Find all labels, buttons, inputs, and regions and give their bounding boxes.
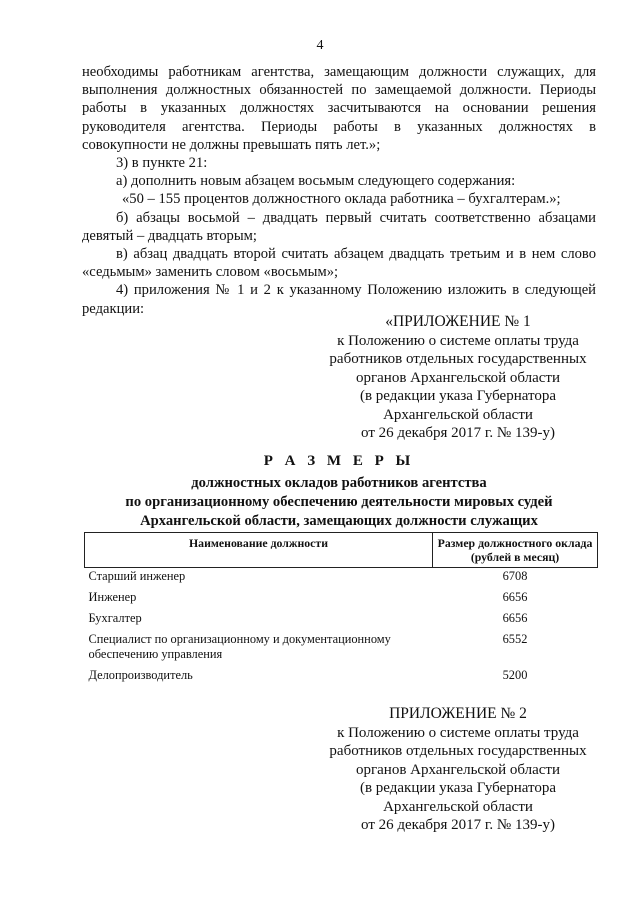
- salary-value: 5200: [502, 668, 528, 682]
- table-row: [85, 589, 598, 610]
- position-name: Инженер: [88, 590, 137, 604]
- heading-line: Архангельской области, замещающих должности служащих: [140, 513, 538, 529]
- position-name: Делопроизводитель: [88, 668, 193, 682]
- position-name: Бухгалтер: [88, 611, 142, 625]
- appendix-1-line: к Положению о системе оплаты труда: [337, 332, 579, 349]
- page-number: 4: [316, 38, 324, 53]
- salary-value: 6656: [502, 611, 528, 625]
- paragraph-item-3: 3) в пункте 21:: [116, 155, 208, 172]
- table-row: [85, 568, 598, 590]
- paragraph-item-a: а) дополнить новым абзацем восьмым следующего содержания:: [116, 173, 516, 190]
- appendix-2-line: Архангельской области: [383, 798, 533, 815]
- table-row: [85, 631, 598, 667]
- salary-value: 6708: [502, 569, 528, 583]
- column-header-position: Наименование должности: [85, 533, 433, 568]
- table-header-row: [85, 533, 598, 568]
- appendix-2-line: (в редакции указа Губернатора: [359, 780, 557, 796]
- paragraph-item-v: в) абзац двадцать второй считать абзацем двадцать третьим и в нем слово «седьмым» заменить словом «восьмым»;: [82, 246, 596, 281]
- column-header-salary: Размер должностного оклада (рублей в месяц): [433, 533, 598, 568]
- paragraph-item-4: 4) приложения № 1 и 2 к указанному Положению изложить в следующей редакции:: [82, 282, 596, 317]
- appendix-1-line: от 26 декабря 2017 г. № 139-у): [361, 425, 555, 441]
- appendix-1-title: «ПРИЛОЖЕНИЕ № 1: [385, 313, 531, 330]
- heading-title: Р А З М Е Р Ы: [263, 453, 415, 469]
- section-heading: [82, 452, 596, 531]
- table-row: [85, 610, 598, 631]
- table-row: [85, 667, 598, 688]
- appendix-1-line: (в редакции указа Губернатора: [359, 388, 557, 404]
- appendix-2-line: органов Архангельской области: [355, 761, 561, 778]
- position-name: Специалист по организационному и документационному обеспечению управления: [88, 632, 391, 661]
- heading-line: по организационному обеспечению деятельности мировых судей: [125, 494, 553, 510]
- appendix-1-line: работников отдельных государственных: [329, 351, 587, 367]
- salary-table: [84, 532, 598, 688]
- appendix-2-line: от 26 декабря 2017 г. № 139-у): [361, 817, 555, 833]
- appendix-2-title: ПРИЛОЖЕНИЕ № 2: [389, 705, 527, 722]
- appendix-2-line: к Положению о системе оплаты труда: [337, 724, 579, 741]
- paragraph-continuation: необходимы работникам агентства, замещающим должности служащих, для выполнения должностных обязанностей по замещаемой должности. Периоды работы в указанных должностях засчитываются на основании решения руководителя агентства. Периоды работы в указанных должностях в совокупности не должны превышать пять лет.»;: [82, 64, 596, 153]
- appendix-1-line: органов Архангельской области: [355, 369, 561, 386]
- position-name: Старший инженер: [88, 569, 186, 583]
- paragraph-item-b: б) абзацы восьмой – двадцать первый считать соответственно абзацами девятый – двадцать вторым;: [82, 209, 596, 244]
- appendix-1-line: Архангельской области: [383, 406, 533, 423]
- salary-value: 6656: [502, 590, 528, 604]
- appendix-2-block: [318, 705, 598, 835]
- salary-value: 6552: [502, 632, 528, 646]
- appendix-2-line: работников отдельных государственных: [329, 743, 587, 759]
- body-text: [82, 63, 596, 318]
- heading-line: должностных окладов работников агентства: [191, 475, 487, 491]
- paragraph-quote: «50 – 155 процентов должностного оклада работника – бухгалтерам.»;: [122, 191, 561, 208]
- appendix-1-block: [318, 313, 598, 443]
